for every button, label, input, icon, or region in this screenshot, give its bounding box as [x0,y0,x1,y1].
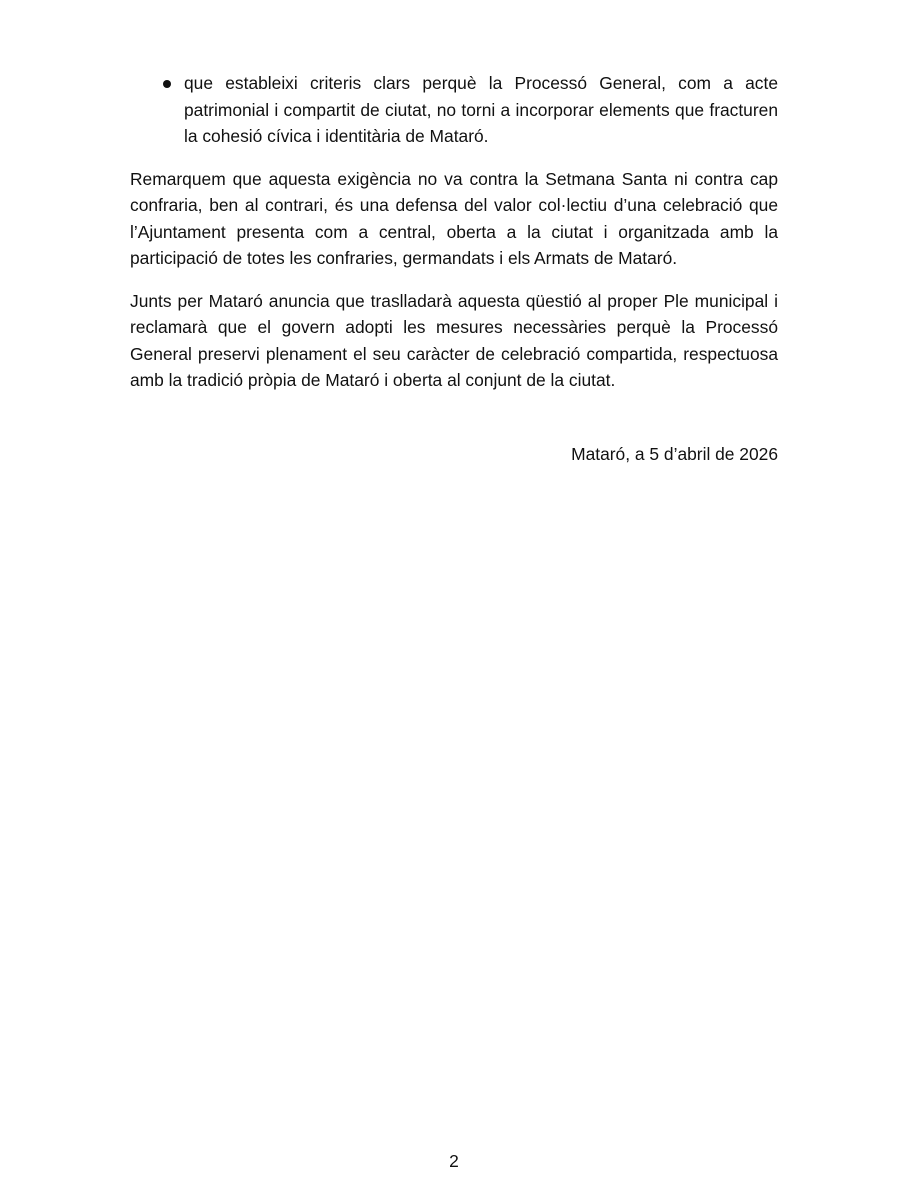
date-line: Mataró, a 5 d’abril de 2026 [571,443,778,464]
document-body [130,70,778,467]
page-number: 2 [449,1151,459,1171]
paragraph-junts: Junts per Mataró anuncia que traslladarà aquesta qüestió al proper Ple municipal i reclamarà que el govern adopti les mesures necessàries perquè la Processó General preservi plenament el seu caràcter de celebració compartida, respectuosa amb la tradició pròpia de Mataró i oberta al conjunt de la ciutat. [130,290,778,390]
paragraph-remarquem: Remarquem que aquesta exigència no va contra la Setmana Santa ni contra cap confraria, ben al contrari, és una defensa del valor col·lectiu d’una celebració que l’Ajuntament presenta com a central, oberta a la ciutat i organitzada amb la participació de totes les confraries, germandats i els Armats de Mataró. [130,168,778,268]
bullet-list [130,70,778,150]
bullet-dot-icon [163,80,171,88]
bullet-text: que estableixi criteris clars perquè la Processó General, com a acte patrimonial i compartit de ciutat, no torni a incorporar elements que fracturen la cohesió cívica i identitària de Mataró. [184,73,778,146]
bullet-item [130,70,778,150]
